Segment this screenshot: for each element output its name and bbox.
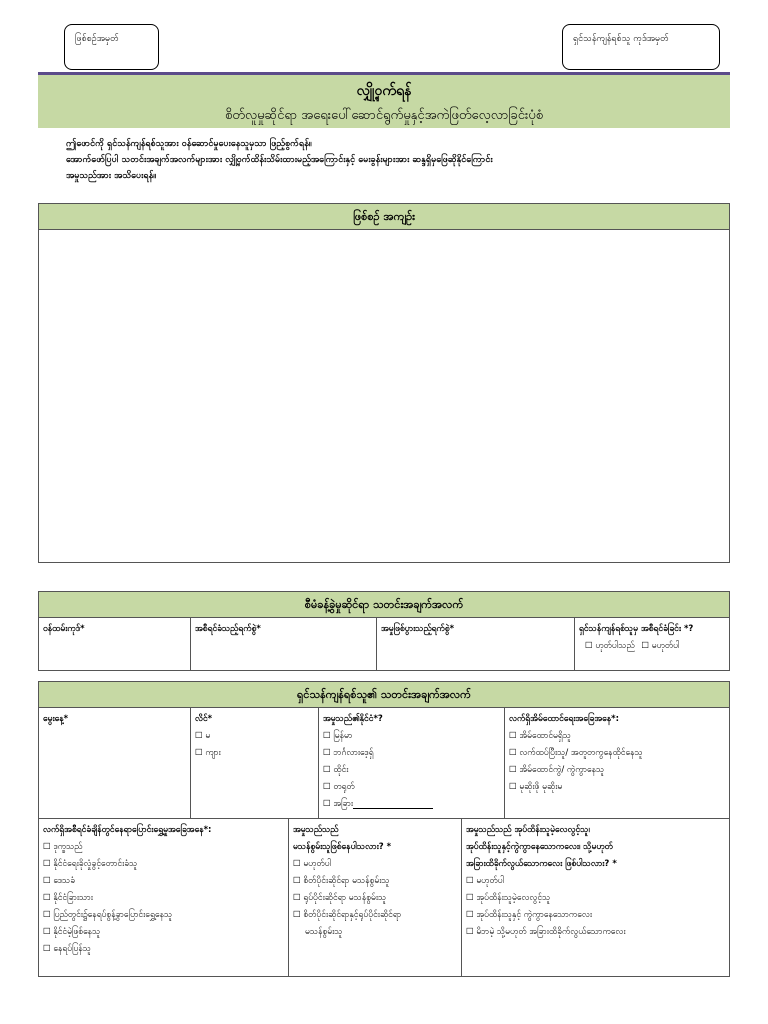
displacement-idp-checkbox[interactable]: ☐ ပြည်တွင်း၌နေရပ်စွန့်ခွာပြောင်းရွှေ့နေသူ: [43, 907, 284, 924]
intro-line-3: အမှုသည်အား အသိပေးရန်။: [66, 171, 157, 181]
sex-male-checkbox[interactable]: ☐ ကျား: [195, 745, 314, 762]
report-date-cell[interactable]: [191, 618, 377, 671]
disability-physical-checkbox[interactable]: ☐ ရုပ်ပိုင်းဆိုင်ရာ မသန်စွမ်းသူ: [293, 890, 457, 907]
minor-none-checkbox[interactable]: ☐ မဟုတ်ပါ: [466, 873, 725, 890]
minor-label-line-3: အခြားထိခိုက်လွယ်သောကလေး ဖြစ်ပါသလား? *: [466, 859, 617, 869]
nationality-other-label: အခြား: [333, 799, 353, 809]
nationality-bangladesh-checkbox[interactable]: ☐ ဘင်္ဂလားဒေ့ရှ်: [323, 745, 500, 762]
disability-mental-checkbox[interactable]: ☐ စိတ်ပိုင်းဆိုင်ရာ မသန်စွမ်းသူ: [293, 873, 457, 890]
incident-date-label: အမှုဖြစ်ပွားသည့်ရက်စွဲ*: [381, 624, 455, 634]
marital-married-checkbox[interactable]: ☐ လက်ထပ်ပြီးသူ/ အတူတကွနေထိုင်နေသူ: [509, 745, 725, 762]
survivor-info-table: [38, 681, 730, 977]
intro-line-2: အောက်ဖော်ပြပါ သတင်းအချက်အလက်များအား လျှို့ဝှက်ထိန်းသိမ်းထားမည့်အကြောင်းနှင့် မေးခွန်းများအား ဆန္ဒရှိမှဖြေဆိုနိုင်ကြောင်း: [66, 155, 493, 165]
displacement-refugee-checkbox[interactable]: ☐ ဒုက္ခသည်: [43, 839, 284, 856]
displacement-stateless-checkbox[interactable]: ☐ နိုင်ငံမဲ့ဖြစ်နေသူ: [43, 924, 284, 941]
confidential-title: လျှို့ဝှက်ရန်: [356, 83, 412, 99]
dob-label: မွေးနေ့*: [43, 714, 69, 724]
intake-heading: စီမံခန့်ခွဲမှုဆိုင်ရာ သတင်းအချက်အလက်: [39, 592, 729, 618]
survivor-heading: ရှင်သန်ကျန်ရစ်သူ၏ သတင်းအချက်အလက်: [39, 682, 729, 708]
dob-cell[interactable]: [39, 708, 191, 818]
incident-summary-textarea[interactable]: [39, 230, 729, 562]
form-title: စိတ်လူမှုဆိုင်ရာ အရေးပေါ်ဆောင်ရွက်မှုနှင့်အကဲဖြတ်လေ့လာခြင်းပုံစံ: [224, 108, 544, 123]
staff-code-cell[interactable]: [39, 618, 191, 671]
minor-label-line-1: အမှုသည်သည် အုပ်ထိန်းသူမဲ့လေလွင့်သူ၊: [466, 825, 590, 835]
disability-both-checkbox[interactable]: ☐ စိတ်ပိုင်းဆိုင်ရာနှင့်ရုပ်ပိုင်းဆိုင်ရာ: [293, 907, 457, 924]
nationality-thailand-checkbox[interactable]: ☐ ထိုင်း: [323, 762, 500, 779]
displacement-resident-checkbox[interactable]: ☐ ဒေသခံ: [43, 873, 284, 890]
incident-date-cell[interactable]: [377, 618, 575, 671]
displacement-asylum-checkbox[interactable]: ☐ နိုင်ငံရေးခိုလှုံခွင့်တောင်းခံသူ: [43, 856, 284, 873]
survivor-code-field[interactable]: [562, 24, 720, 70]
incident-summary-section: [38, 203, 730, 563]
minor-separated-checkbox[interactable]: ☐ အုပ်ထိန်းသူနှင့် ကွဲကွာနေသောကလေး: [466, 907, 725, 924]
minor-status-cell: [462, 819, 729, 976]
form-title-band: [38, 72, 730, 128]
nationality-myanmar-checkbox[interactable]: ☐ မြန်မာ: [323, 728, 500, 745]
first-report-cell: [575, 618, 729, 671]
marital-single-checkbox[interactable]: ☐ အိမ်ထောင်မရှိသူ: [509, 728, 725, 745]
displacement-cell: [39, 819, 289, 976]
displacement-returnee-checkbox[interactable]: ☐ နေရပ်ပြန်သူ: [43, 941, 284, 958]
intro-instructions: [66, 136, 706, 184]
survivor-code-label: ရှင်သန်ကျန်ရစ်သူ ကုဒ်အမှတ်: [573, 34, 669, 44]
nationality-cell: [319, 708, 505, 818]
nationality-other-option[interactable]: ☐ အခြား: [323, 796, 500, 813]
incident-summary-heading: ဖြစ်စဉ် အကျဉ်း: [39, 204, 729, 230]
sex-cell: [191, 708, 319, 818]
first-report-yes-checkbox[interactable]: ☐ ဟုတ်ပါသည်: [585, 641, 635, 651]
disability-both-cont: မသန်စွမ်းသူ: [305, 927, 343, 937]
sex-female-checkbox[interactable]: ☐ မ: [195, 728, 314, 745]
first-report-label: ရှင်သန်ကျန်ရစ်သူမှ အစီရင်ခံခြင်း *?: [579, 624, 694, 634]
sex-label: လိင်*: [195, 714, 213, 724]
minor-unaccompanied-checkbox[interactable]: ☐ အုပ်ထိန်းသူမဲ့လေလွင့်သူ: [466, 890, 725, 907]
displacement-foreigner-checkbox[interactable]: ☐ နိုင်ငံခြားသား: [43, 890, 284, 907]
first-report-no-checkbox[interactable]: ☐ မဟုတ်ပါ: [641, 641, 679, 651]
marital-widowed-checkbox[interactable]: ☐ မုဆိုးဖို မုဆိုးမ: [509, 779, 725, 796]
disability-cell: [289, 819, 462, 976]
minor-label-line-2: အုပ်ထိန်းသူနှင့်ကွဲကွာနေသောကလေး၊ သို့မဟုတ်: [466, 842, 613, 852]
displacement-label: လက်ရှိအစီရင်ခံချိန်တွင်နေရာပြောင်းရွှေ့မှုအခြေအနေ*:: [43, 825, 212, 835]
nationality-china-checkbox[interactable]: ☐ တရုတ်: [323, 779, 500, 796]
case-number-label: ဖြစ်စဉ်အမှတ်: [75, 34, 119, 44]
intro-line-1: ဤဖောင်ကို ရှင်သန်ကျန်ရစ်သူအား ဝန်ဆောင်မှုပေးနေသူမှသာ ဖြည့်စွက်ရန်။: [66, 139, 312, 149]
case-number-field[interactable]: [64, 24, 159, 70]
minor-orphan-checkbox[interactable]: ☐ မိဘမဲ့ သို့မဟုတ် အခြားထိခိုက်လွယ်သောကလေး: [466, 924, 725, 941]
marital-divorced-checkbox[interactable]: ☐ အိမ်ထောင်ကွဲ/ ကွဲကွာနေသူ: [509, 762, 725, 779]
intake-info-table: [38, 591, 730, 671]
marital-status-cell: [505, 708, 729, 818]
nationality-label: အမှုသည်၏နိုင်ငံ*?: [323, 714, 383, 724]
marital-status-label: လက်ရှိအိမ်ထောင်ရေးအခြေအနေ*:: [509, 714, 619, 724]
disability-label-line-1: အမှုသည်သည်: [293, 825, 339, 835]
disability-label-line-2: မသန်စွမ်းသူဖြစ်နေပါသလား? *: [293, 842, 392, 852]
staff-code-label: ဝန်ထမ်းကုဒ်*: [43, 624, 85, 634]
disability-none-checkbox[interactable]: ☐ မဟုတ်ပါ: [293, 856, 457, 873]
report-date-label: အစီရင်ခံသည့်ရက်စွဲ*: [195, 624, 261, 634]
nationality-other-blank[interactable]: [353, 799, 433, 809]
